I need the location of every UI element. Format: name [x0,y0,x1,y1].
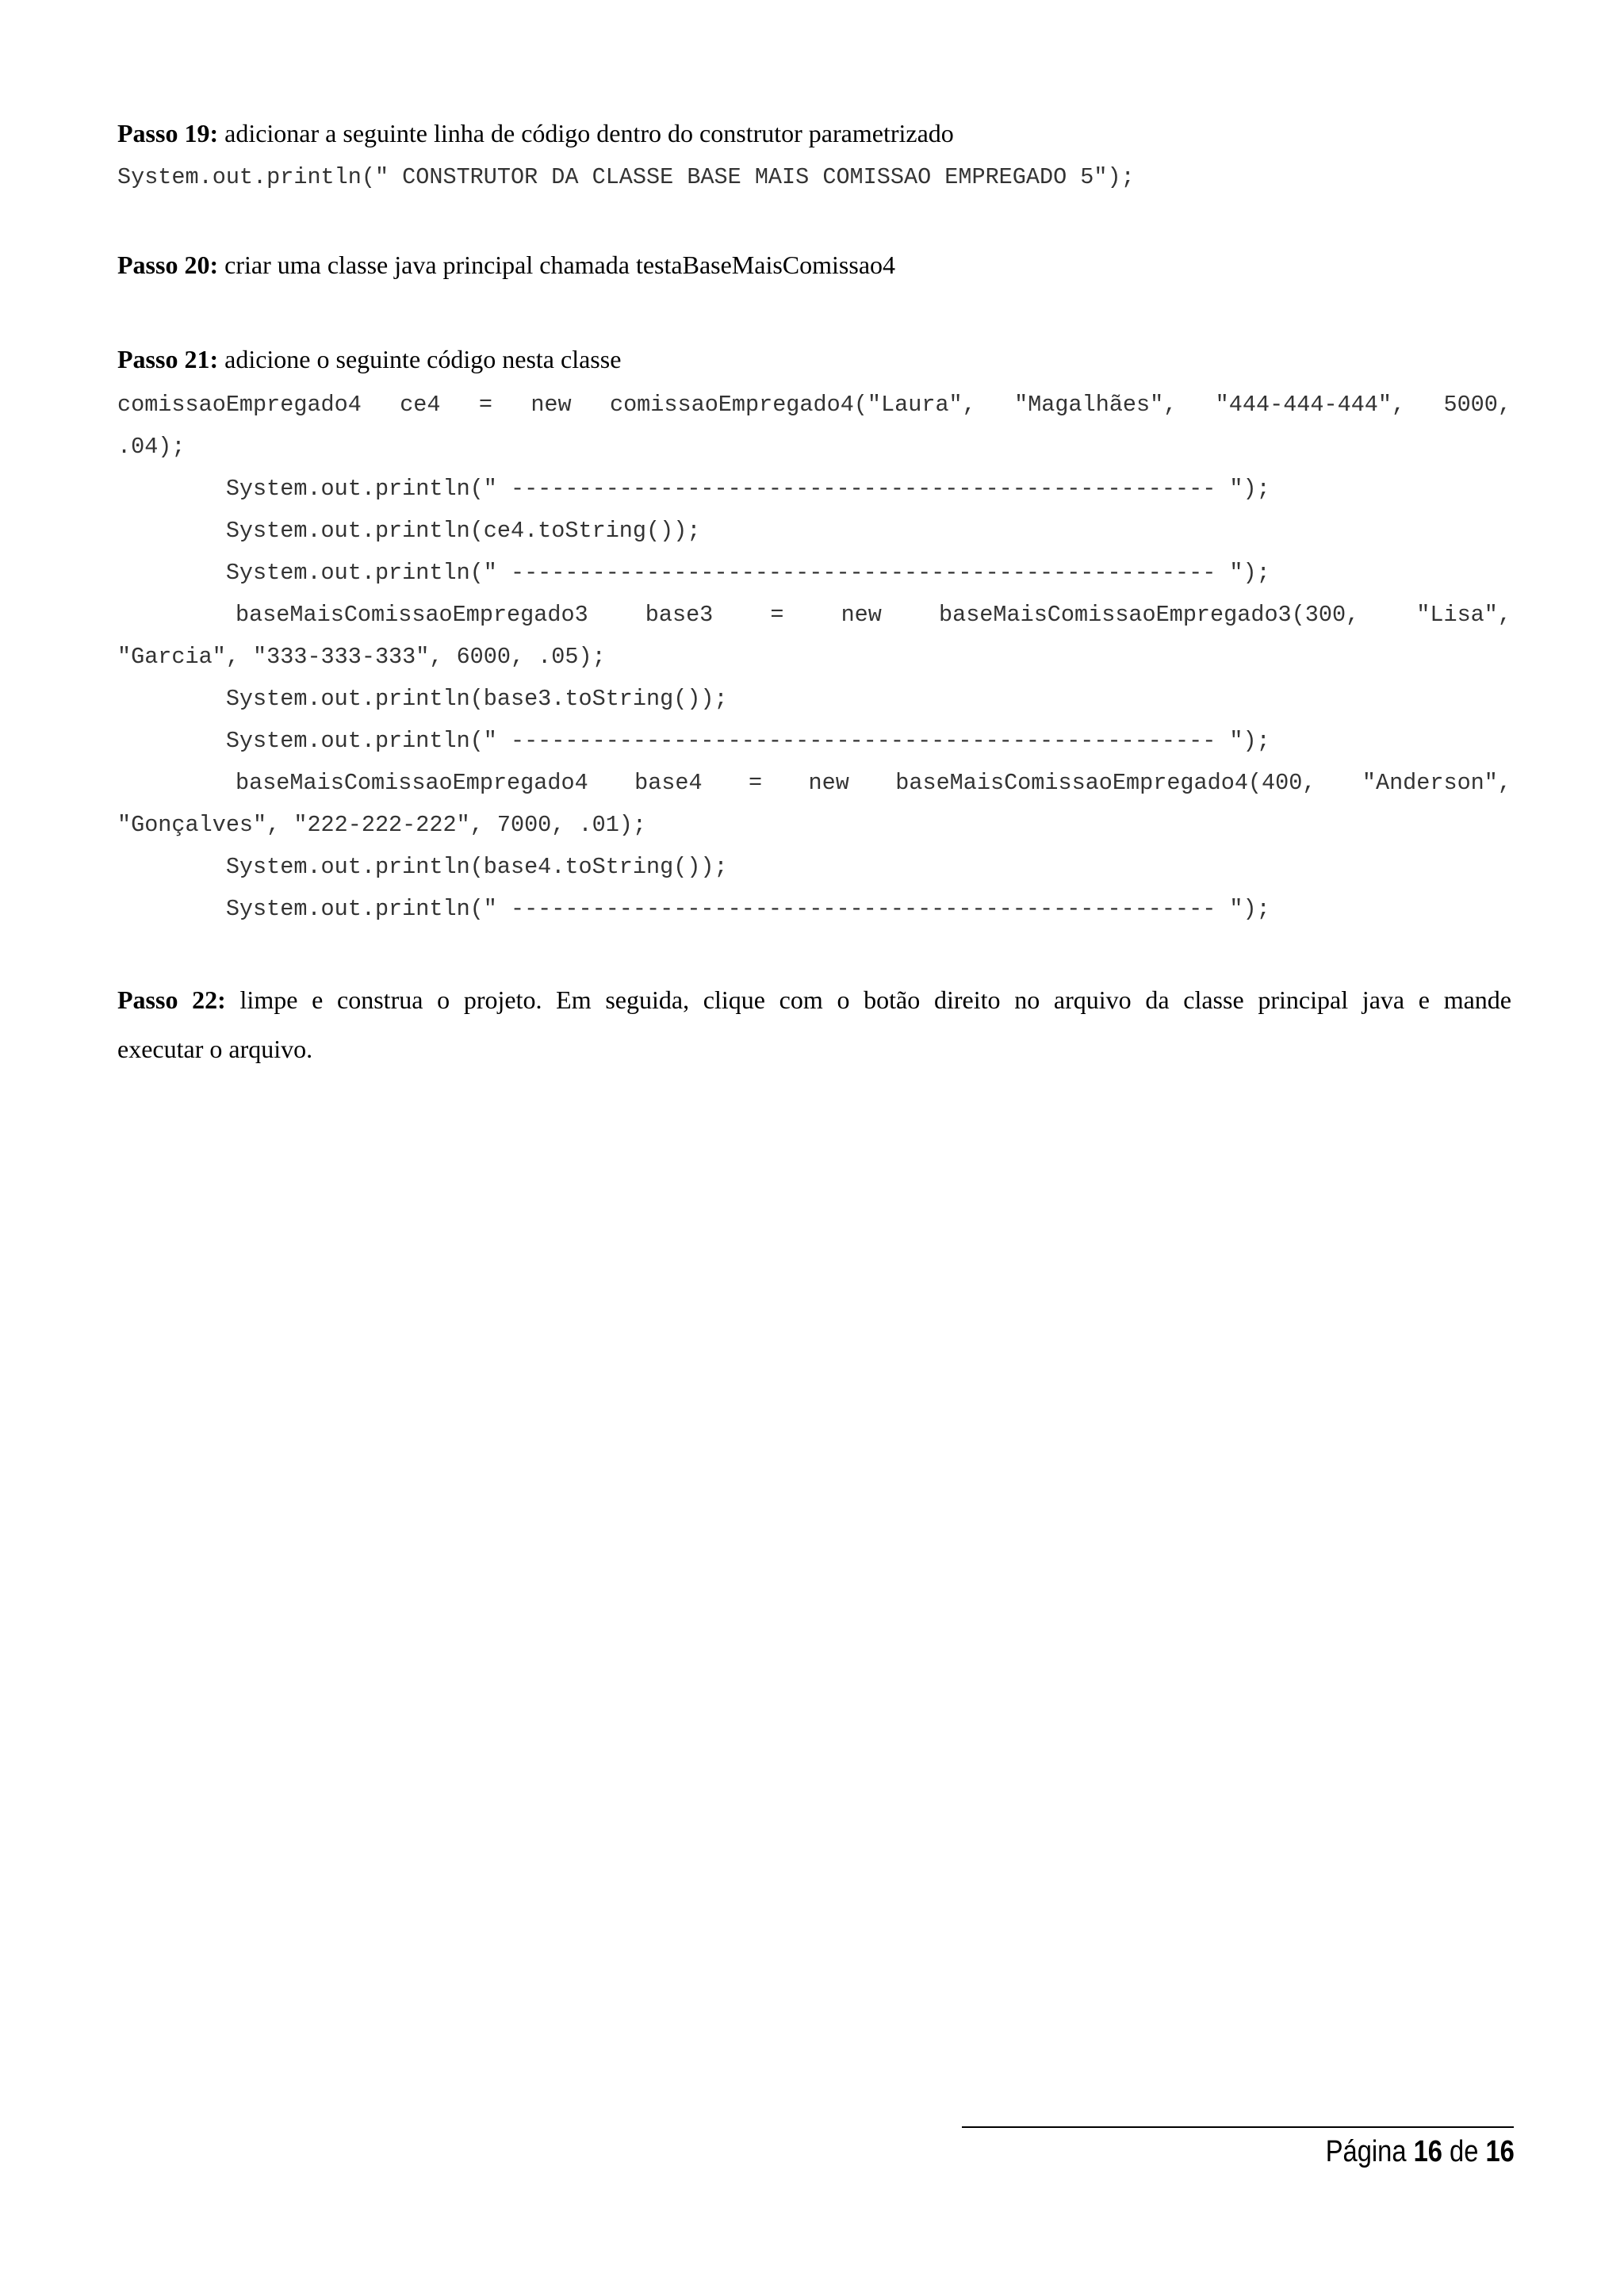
step-22-continued [117,1033,1511,1065]
step-20 [117,249,1511,281]
step-text: executar o arquivo. [117,1035,313,1063]
page-separator: de [1442,2135,1486,2168]
code-line: comissaoEmpregado4 ce4 = new comissaoEmpregado4("Laura", "Magalhães", "444-444-444", 5000, [117,392,1511,418]
code-line: "Garcia", "333-333-333", 6000, .05); [117,644,606,670]
total-pages: 16 [1485,2135,1515,2168]
code-line: System.out.println(" ---------------------------------------------------- "); [117,896,1270,922]
code-line: System.out.println(ce4.toString()); [117,518,701,544]
step-text: adicione o seguinte código nesta classe [218,345,622,373]
step-text: adicionar a seguinte linha de código dentro do construtor parametrizado [218,119,954,147]
code-line: System.out.println(" CONSTRUTOR DA CLASSE BASE MAIS COMISSAO EMPREGADO 5"); [117,164,1135,190]
code-line: System.out.println(" ---------------------------------------------------- "); [117,560,1270,586]
code-line: System.out.println(" ---------------------------------------------------- "); [117,728,1270,754]
current-page: 16 [1413,2135,1443,2168]
code-line: System.out.println(" ---------------------------------------------------- "); [117,476,1270,502]
step-text: criar uma classe java principal chamada testaBaseMaisComissao4 [218,251,896,279]
step-label: Passo 22: [117,985,226,1014]
footer-divider [962,2126,1514,2128]
code-line: System.out.println(base4.toString()); [117,854,728,880]
step-label: Passo 19: [117,119,219,147]
code-line: .04); [117,434,186,460]
page-number [1326,2133,1515,2171]
step-22 [117,984,1511,1016]
step-label: Passo 21: [117,345,219,373]
page-label: Página [1325,2135,1414,2168]
step-text: limpe e construa o projeto. Em seguida, clique com o botão direito no arquivo da classe principal java e mande [225,985,1512,1014]
code-line: baseMaisComissaoEmpregado3 base3 = new baseMaisComissaoEmpregado3(300, "Lisa", [236,602,1511,628]
code-line: System.out.println(base3.toString()); [117,686,728,712]
step-label: Passo 20: [117,251,219,279]
code-line: baseMaisComissaoEmpregado4 base4 = new baseMaisComissaoEmpregado4(400, "Anderson", [236,770,1511,796]
step-19 [117,117,1511,149]
step-21 [117,343,1511,375]
code-line: "Gonçalves", "222-222-222", 7000, .01); [117,812,647,838]
